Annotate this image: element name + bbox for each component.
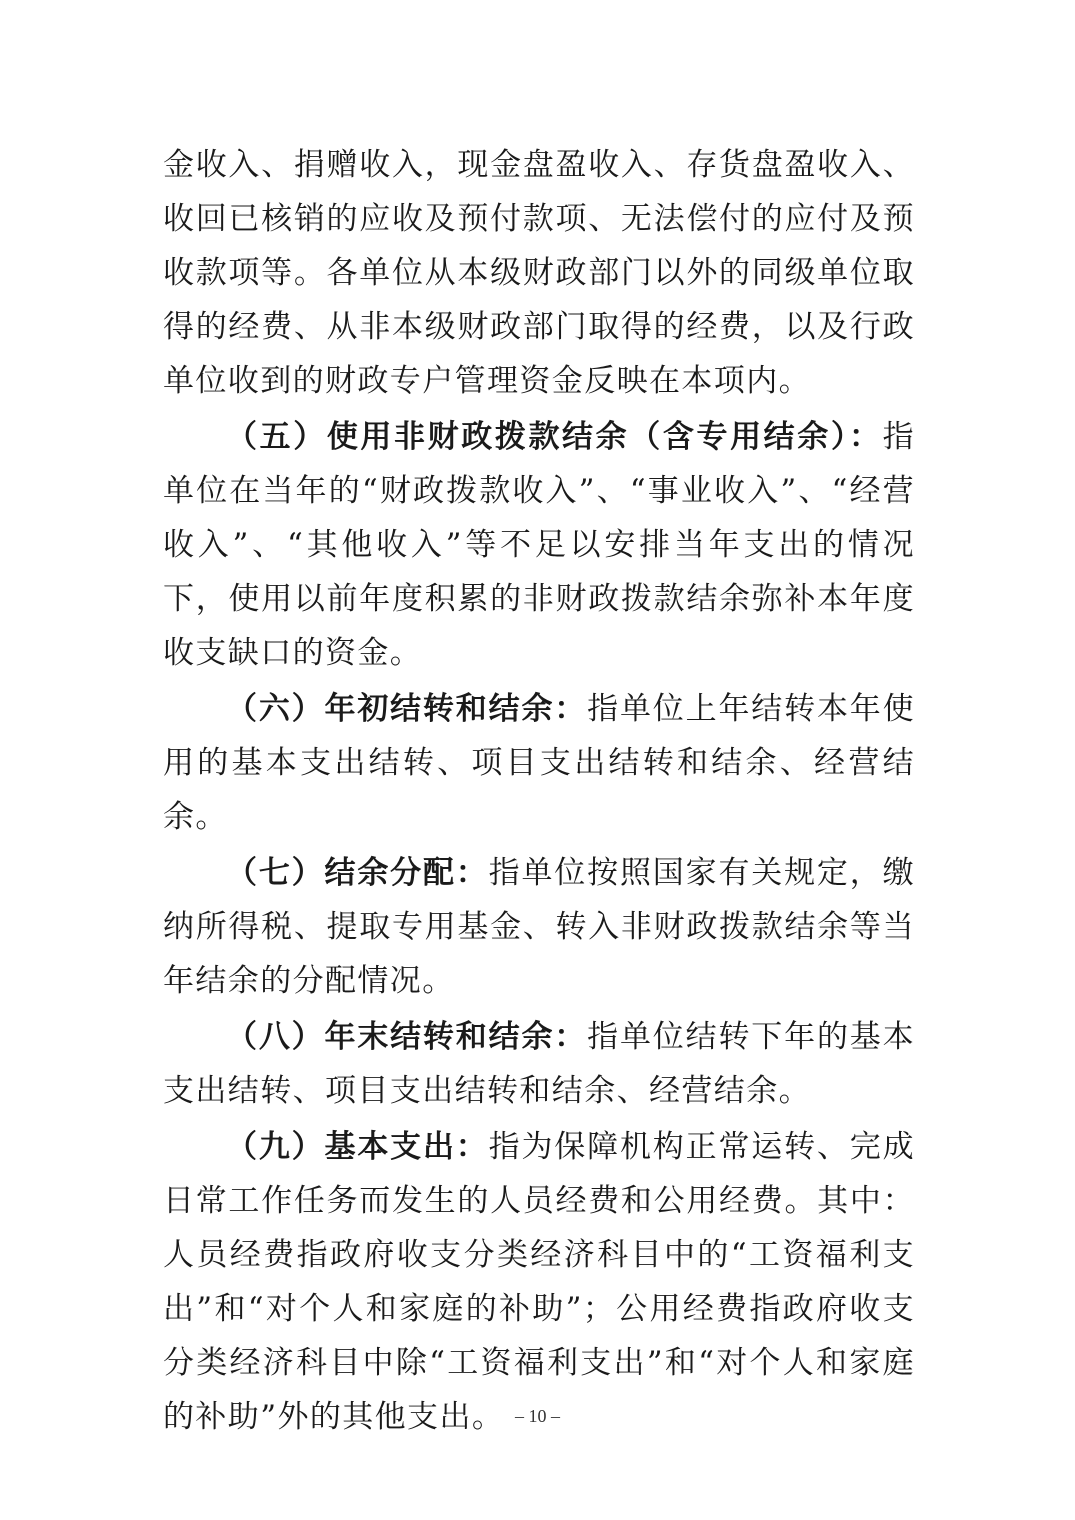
- section-heading: （八）年末结转和结余：: [226, 1019, 588, 1055]
- paragraph-section-6: [163, 682, 915, 844]
- paragraph-text: 指单位在当年的“财政拨款收入”、“事业收入”、“经营收入”、“其他收入”等不足以安排当年支出的情况下，使用以前年度积累的非财政拨款结余弥补本年度收支缺口的资金。: [163, 419, 915, 671]
- paragraph-continuation: [163, 138, 915, 408]
- paragraph-section-7: [163, 846, 915, 1008]
- document-body: [163, 138, 915, 1444]
- section-heading: （五）使用非财政拨款结余（含专用结余）：: [226, 419, 883, 455]
- section-heading: （七）结余分配：: [226, 855, 489, 891]
- paragraph-text: 指单位按照国家有关规定，缴纳所得税、提取专用基金、转入非财政拨款结余等当年结余的分配情况。: [163, 855, 915, 999]
- paragraph-text: 指单位结转下年的基本支出结转、项目支出结转和结余、经营结余。: [163, 1019, 916, 1109]
- paragraph-section-8: [163, 1010, 915, 1118]
- paragraph-text: 指单位上年结转本年使用的基本支出结转、项目支出结转和结余、经营结余。: [163, 691, 916, 835]
- section-heading: （六）年初结转和结余：: [226, 691, 588, 727]
- page-number: – 10 –: [515, 1406, 560, 1426]
- paragraph-text: 指为保障机构正常运转、完成日常工作任务而发生的人员经费和公用经费。其中：人员经费指政府收支分类经济科目中的“工资福利支出”和“对个人和家庭的补助”；公用经费指政府收支分类经济科目中除“工资福利支出”和“对个人和家庭的补助”外的其他支出。: [163, 1129, 915, 1435]
- paragraph-text: 金收入、捐赠收入，现金盘盈收入、存货盘盈收入、收回已核销的应收及预付款项、无法偿付的应付及预收款项等。各单位从本级财政部门以外的同级单位取得的经费、从非本级财政部门取得的经费，以及行政单位收到的财政专户管理资金反映在本项内。: [163, 147, 915, 399]
- paragraph-section-9: [163, 1120, 915, 1444]
- paragraph-section-5: [163, 410, 915, 680]
- section-heading: （九）基本支出：: [226, 1129, 489, 1165]
